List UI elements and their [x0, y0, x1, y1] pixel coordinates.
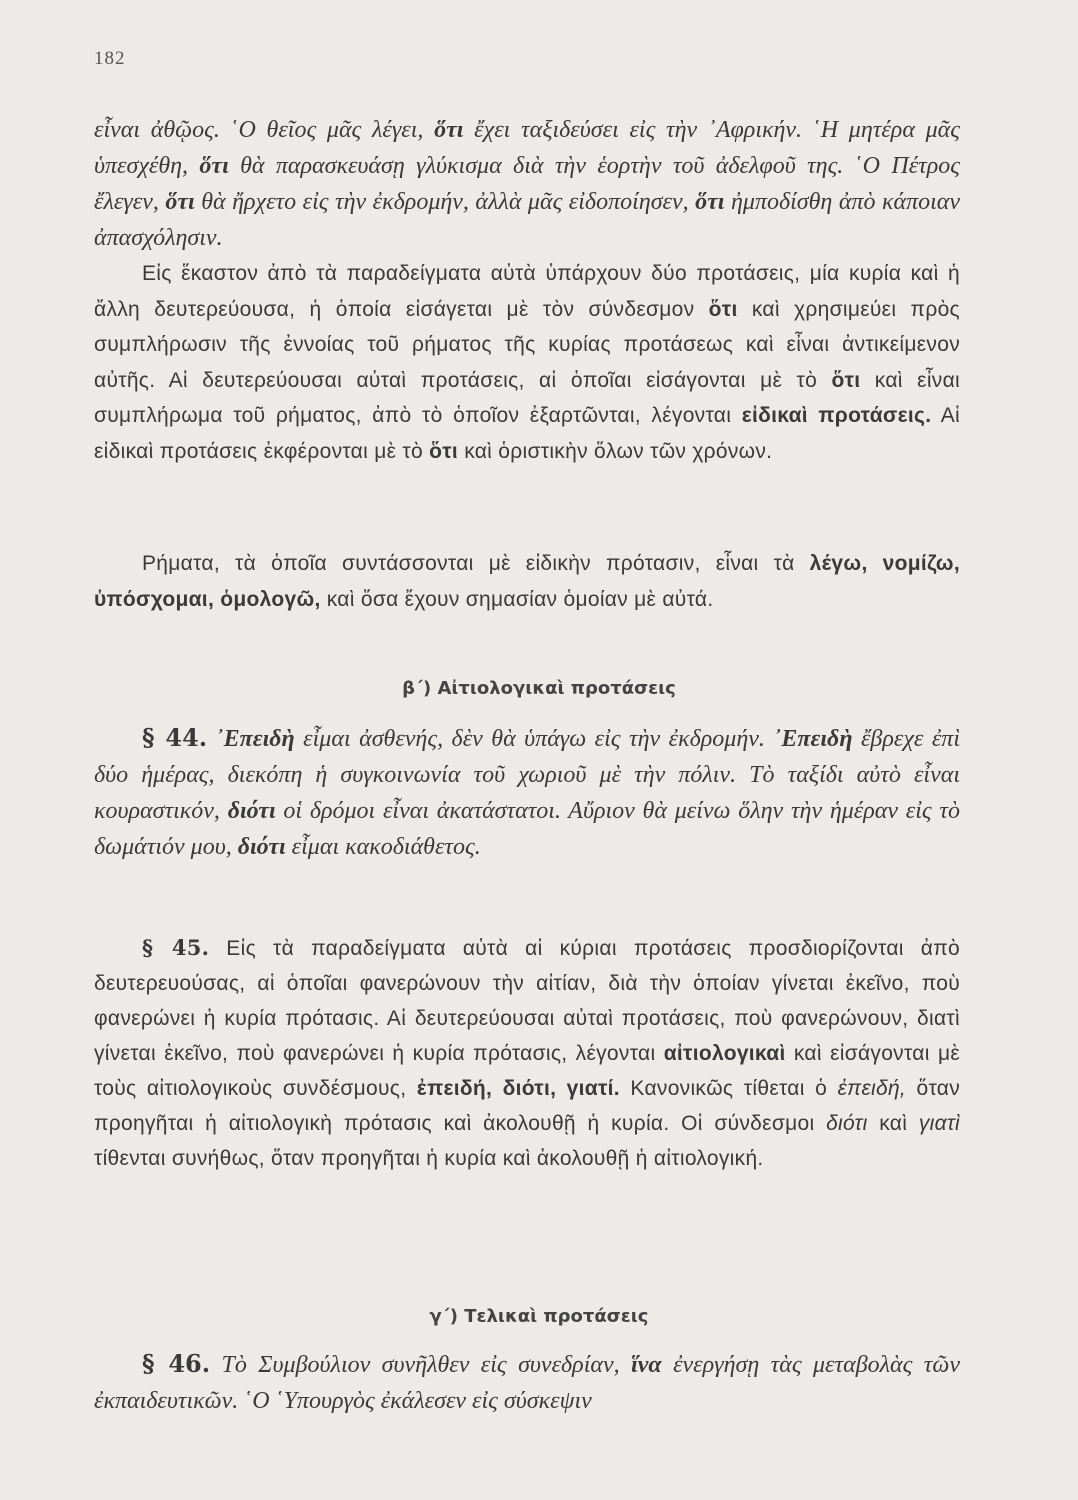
section-46: § 46. Τὸ Συμβούλιον συνῆλθεν εἰς συνεδρίαν, ἵνα ἐνεργήσῃ τὰς μεταβολὰς τῶν ἐκπαιδευτικῶν. ῾Ο ῾Υπουργὸς ἐκάλεσεν εἰς σύσκεψιν [94, 1349, 960, 1414]
examples-paragraph-1: εἶναι ἀθῷος. ῾Ο θεῖος μᾶς λέγει, ὅτι ἔχει ταξιδεύσει εἰς τὴν ᾿Αφρικήν. ῾Η μητέρα μᾶς ὑπεσχέθη, ὅτι θὰ παρασκευάσῃ γλύκισμα διὰ τὴν ἑορτὴν τοῦ ἀδελφοῦ της. ῾Ο Πέτρος ἔλεγεν, ὅτι θὰ ἤρχετο εἰς τὴν ἐκδρομήν, ἀλλὰ μᾶς εἰδοποίησεν, ὅτι ἠμποδίσθη ἀπὸ κάποιαν ἀπασχόλησιν. [94, 117, 961, 251]
section-heading-final: γ΄) Τελικαὶ προτάσεις [429, 1306, 649, 1327]
verbs-paragraph: Ρήματα, τὰ ὁποῖα συντάσσονται μὲ εἰδικὴν πρότασιν, εἶναι τὰ λέγω, νομίζω, ὑπόσχομαι, ὁμολογῶ, καὶ ὅσα ἔχουν σημασίαν ὁμοίαν μὲ αὐτά. [94, 552, 960, 611]
section-45: § 45. Εἰς τὰ παραδείγματα αὐτὰ αἱ κύριαι προτάσεις προσδιορίζονται ἀπὸ δευτερευούσας, αἱ ὁποῖαι φανερώνουν τὴν αἰτίαν, διὰ τὴν ὁποίαν γίνεται ἐκεῖνο, ποὺ φανερώνει ἡ κυρία πρότασις. Αἱ δευτερεύουσαι αὐταὶ προτάσεις, ποὺ φανερώνουν, διατὶ γίνεται ἐκεῖνο, ποὺ φανερώνει ἡ κυρία πρότασις, λέγονται αἰτιολογικαὶ καὶ εἰσάγονται μὲ τοὺς αἰτιολογικοὺς συνδέσμους, ἐπειδή, διότι, γιατί. Κανονικῶς τίθεται ὁ ἐπειδή, ὅταν προηγῆται ἡ αἰτιολογικὴ πρότασις καὶ ἀκολουθῇ ἡ κυρία. Οἱ σύνδεσμοι διότι καὶ γιατὶ τίθενται συνήθως, ὅταν προηγῆται ἡ κυρία καὶ ἀκολουθῇ ἡ αἰτιολογική. [94, 935, 961, 1170]
explanation-paragraph: Εἰς ἕκαστον ἀπὸ τὰ παραδείγματα αὐτὰ ὑπάρχουν δύο προτάσεις, μία κυρία καὶ ἡ ἄλλη δευτερεύουσα, ἡ ὁποία εἰσάγεται μὲ τὸν σύνδεσμον ὅτι καὶ χρησιμεύει πρὸς συμπλήρωσιν τῆς ἐννοίας τοῦ ρήματος τῆς κυρίας προτάσεως καὶ εἶναι ἀντικείμενον αὐτῆς. Αἱ δευτερεύουσαι αὐταὶ προτάσεις, αἱ ὁποῖαι εἰσάγονται μὲ τὸ ὅτι καὶ εἶναι συμπλήρωμα τοῦ ρήματος, ἀπὸ τὸ ὁποῖον ἐξαρτῶνται, λέγονται εἰδικαὶ προτάσεις. Αἱ εἰδικαὶ προτάσεις ἐκφέρονται μὲ τὸ ὅτι καὶ ὁριστικὴν ὅλων τῶν χρόνων. [94, 262, 960, 463]
section-44: § 44. ᾿Επειδὴ εἶμαι ἀσθενής, δὲν θὰ ὑπάγω εἰς τὴν ἐκδρομήν. ᾿Επειδὴ ἔβρεχε ἐπὶ δύο ἡμέρας, διεκόπη ἡ συγκοινωνία τοῦ χωριοῦ μὲ τὴν πόλιν. Τὸ ταξίδι αὐτὸ εἶναι κουραστικόν, διότι οἱ δρόμοι εἶναι ἀκατάστατοι. Αὔριον θὰ μείνω ὅλην τὴν ἡμέραν εἰς τὸ δωμάτιόν μου, διότι εἶμαι κακοδιάθετος. [94, 723, 960, 860]
page-number: 182 [94, 48, 126, 69]
section-heading-causal: β΄) Αἰτιολογικαὶ προτάσεις [402, 678, 676, 699]
